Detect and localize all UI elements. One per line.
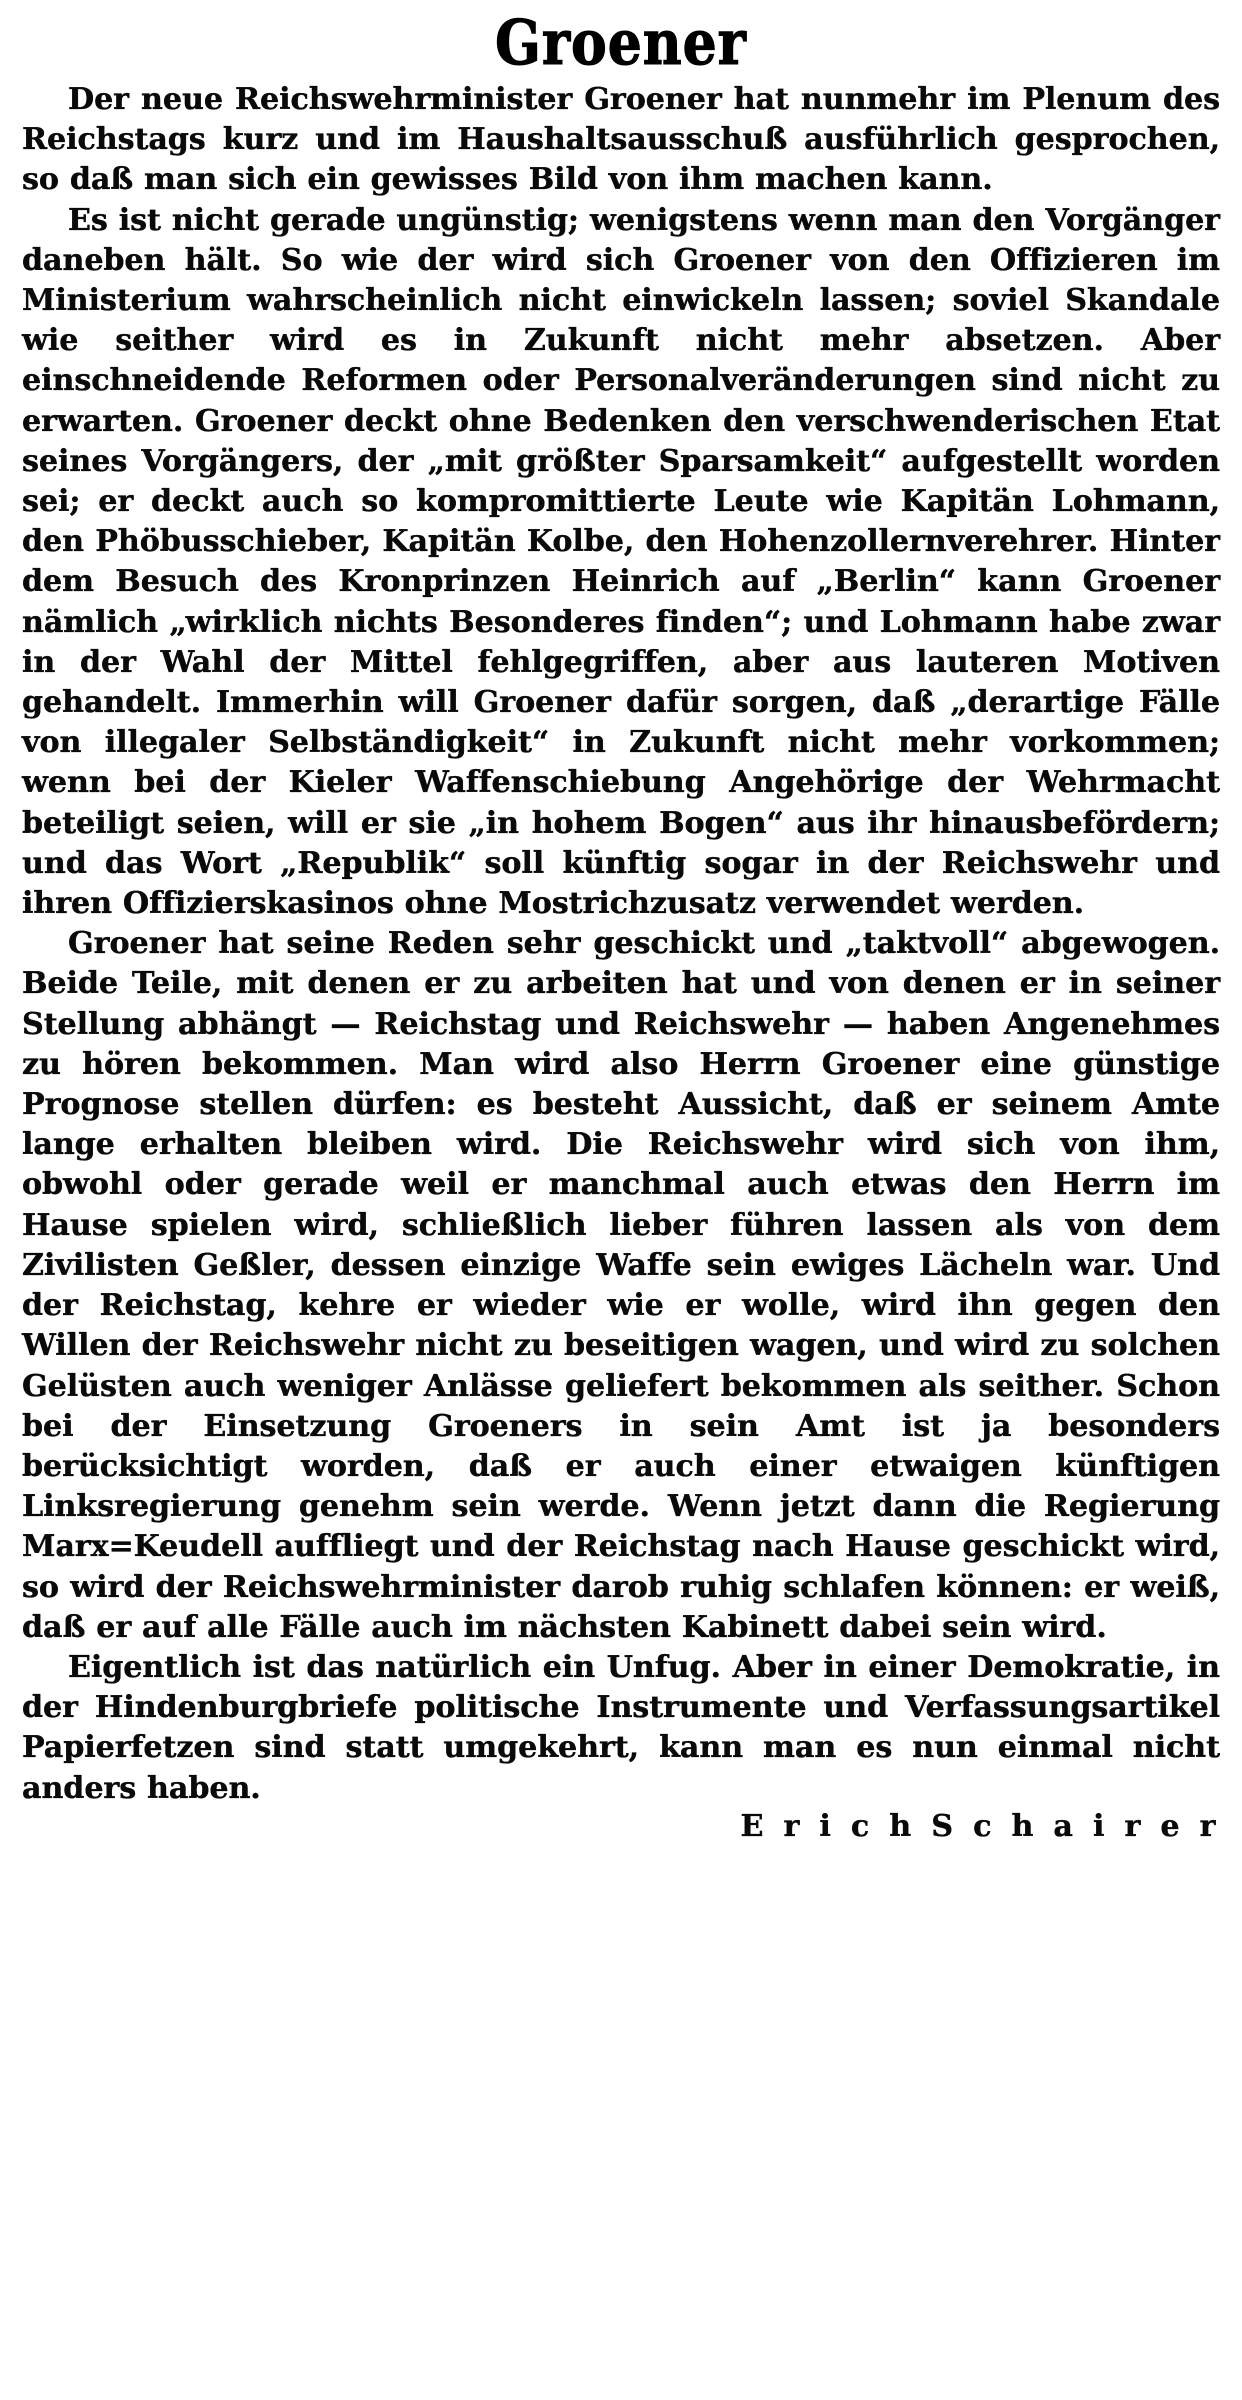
paragraph: Groener hat seine Reden sehr geschickt und „taktvoll“ abgewogen. Beide Teile, mit denen er zu arbeiten hat und von denen er in seiner Stellung abhängt — Reichstag und Reichswehr — haben Angenehmes zu hören bekommen. Man wird also Herrn Groener eine günstige Prognose stellen dürfen: es besteht Aussicht, daß er seinem Amte lange erhalten bleiben wird. Die Reichswehr wird sich von ihm, obwohl oder gerade weil er manchmal auch etwas den Herrn im Hause spielen wird, schließlich lieber führen lassen als von dem Zivilisten Geßler, dessen einzige Waffe sein ewiges Lächeln war. Und der Reichstag, kehre er wieder wie er wolle, wird ihn gegen den Willen der Reichswehr nicht zu beseitigen wagen, und wird zu solchen Gelüsten auch weniger Anlässe geliefert bekommen als seither. Schon bei der Einsetzung Groeners in sein Amt ist ja besonders berücksichtigt worden, daß er auch einer etwaigen künftigen Linksregierung genehm sein werde. Wenn jetzt dann die Regierung Marx=Keudell auffliegt und der Reichstag nach Hause geschickt wird, so wird der Reichswehrminister darob ruhig schlafen können: er weiß, daß er auf alle Fälle auch im nächsten Kabinett dabei sein wird.	[22, 926, 1220, 1645]
paragraph: Der neue Reichswehrminister Groener hat nunmehr im Plenum des Reichstags kurz und im Haushaltsausschuß ausführlich gesprochen, so daß man sich ein gewisses Bild von ihm machen kann.	[22, 82, 1220, 198]
page-title: Groener	[495, 6, 747, 79]
paragraph: Eigentlich ist das natürlich ein Unfug. Aber in einer Demokratie, in der Hindenburgbriefe politische Instrumente und Verfassungsartikel Papierfetzen sind statt umgekehrt, kann man es nun einmal nicht anders haben.	[22, 1649, 1220, 1806]
paragraph: Es ist nicht gerade ungünstig; wenigstens wenn man den Vorgänger daneben hält. So wie der wird sich Groener von den Offizieren im Ministerium wahrscheinlich nicht einwickeln lassen; soviel Skandale wie seither wird es in Zukunft nicht mehr absetzen. Aber einschneidende Reformen oder Personalveränderungen sind nicht zu erwarten. Groener deckt ohne Bedenken den verschwenderischen Etat seines Vorgängers, der „mit größter Sparsamkeit“ aufgestellt worden sei; er deckt auch so kompromittierte Leute wie Kapitän Lohmann, den Phöbusschieber, Kapitän Kolbe, den Hohenzollernverehrer. Hinter dem Besuch des Kronprinzen Heinrich auf „Berlin“ kann Groener nämlich „wirklich nichts Besonderes finden“; und Lohmann habe zwar in der Wahl der Mittel fehlgegriffen, aber aus lauteren Motiven gehandelt. Immerhin will Groener dafür sorgen, daß „derartige Fälle von illegaler Selbständigkeit“ in Zukunft nicht mehr vorkommen; wenn bei der Kieler Waffenschiebung Angehörige der Wehrmacht beteiligt seien, will er sie „in hohem Bogen“ aus ihr hinausbefördern; und das Wort „Republik“ soll künftig sogar in der Reichswehr und ihren Offizierskasinos ohne Mostrichzusatz verwendet werden.	[22, 202, 1220, 922]
article-body	[22, 80, 1220, 1847]
author-signature: E r i c h S c h a i r e r	[740, 1808, 1220, 1844]
